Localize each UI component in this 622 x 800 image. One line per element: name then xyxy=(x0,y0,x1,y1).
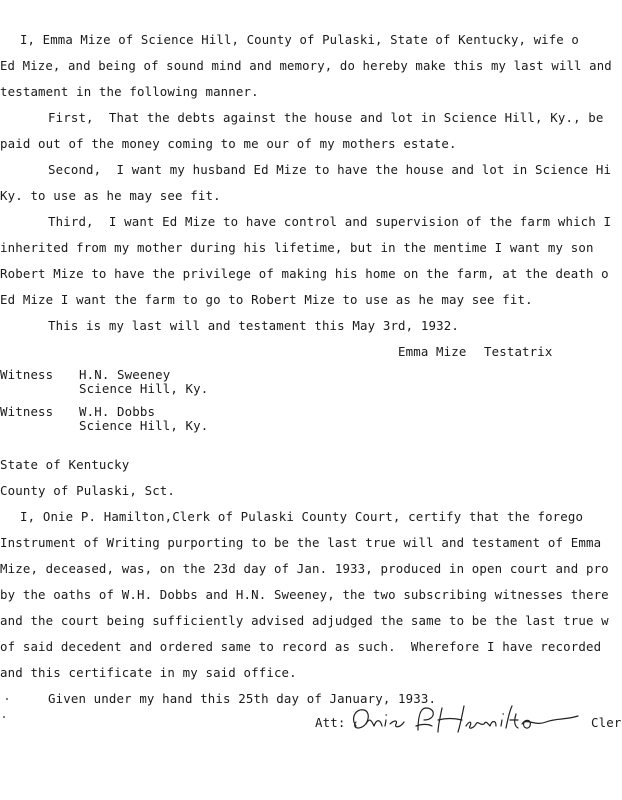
certificate-line-6: of said decedent and ordered same to record as such. Wherefore I have recorded xyxy=(0,639,602,654)
witness-name: H.N. Sweeney xyxy=(79,367,171,382)
will-line-7: Ky. to use as he may see fit. xyxy=(0,188,221,203)
will-line-4: First, That the debts against the house and lot in Science Hill, Ky., be xyxy=(48,110,604,125)
will-line-2: Ed Mize, and being of sound mind and memory, do hereby make this my last will and xyxy=(0,59,612,73)
will-line-6: Second, I want my husband Ed Mize to have the house and lot in Science Hi xyxy=(48,162,612,177)
will-line-12: This is my last will and testament this May 3rd, 1932. xyxy=(48,318,459,333)
will-line-11: Ed Mize I want the farm to go to Robert Mize to use as he may see fit. xyxy=(0,292,533,307)
clerk-title: Cler xyxy=(591,715,622,730)
certificate-line-3: Mize, deceased, was, on the 23d day of Jan. 1933, produced in open court and pro xyxy=(0,561,609,576)
scan-speck xyxy=(3,716,5,718)
certificate-line-7: and this certificate in my said office. xyxy=(0,665,297,680)
testatrix-role: Testatrix xyxy=(484,344,553,359)
certificate-state: State of Kentucky xyxy=(0,457,130,472)
certificate-line-4: by the oaths of W.H. Dobbs and H.N. Sweeney, the two subscribing witnesses there xyxy=(0,587,609,602)
testatrix-name: Emma Mize xyxy=(398,344,467,359)
witness-label: Witness xyxy=(0,404,54,419)
certificate-county: County of Pulaski, Sct. xyxy=(0,483,176,498)
att-label: Att: xyxy=(315,715,346,730)
clerk-signature-image xyxy=(346,702,586,738)
certificate-line-5: and the court being sufficiently advised adjudged the same to be the last true w xyxy=(0,613,609,628)
certificate-line-1: I, Onie P. Hamilton,Clerk of Pulaski County Court, certify that the forego xyxy=(20,509,584,524)
scan-speck xyxy=(6,698,8,700)
witness-place: Science Hill, Ky. xyxy=(79,381,209,396)
will-line-5: paid out of the money coming to me our of my mothers estate. xyxy=(0,136,457,151)
certificate-line-2: Instrument of Writing purporting to be the last true will and testament of Emma xyxy=(0,535,602,550)
certificate-given-line: Given under my hand this 25th day of January, 1933. xyxy=(48,691,437,706)
witness-label: Witness xyxy=(0,367,54,382)
witness-place: Science Hill, Ky. xyxy=(79,418,209,433)
will-line-3: testament in the following manner. xyxy=(0,84,259,99)
witness-name: W.H. Dobbs xyxy=(79,404,156,419)
will-line-1: I, Emma Mize of Science Hill, County of Pulaski, State of Kentucky, wife o xyxy=(20,33,579,47)
will-line-8: Third, I want Ed Mize to have control and supervision of the farm which I xyxy=(48,214,612,229)
will-line-10: Robert Mize to have the privilege of making his home on the farm, at the death o xyxy=(0,266,609,281)
will-line-9: inherited from my mother during his lifetime, but in the mentime I want my son xyxy=(0,240,594,255)
